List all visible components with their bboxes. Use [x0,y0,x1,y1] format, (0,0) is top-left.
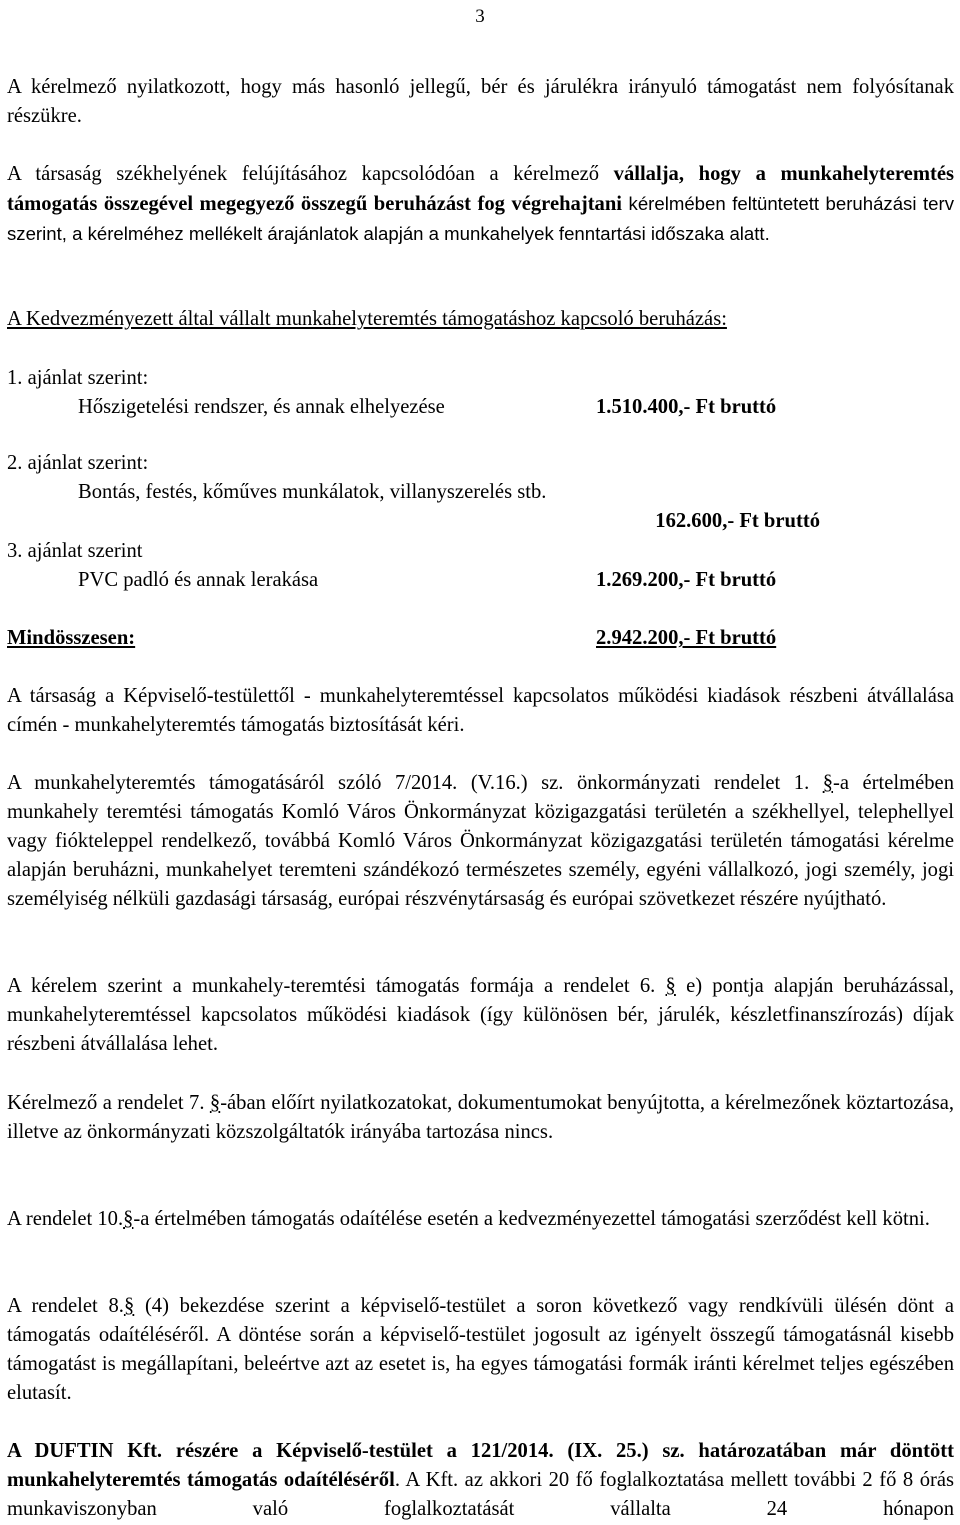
duftin-text-rest: . A Kft. az akkori 20 fő foglalkoztatása mellett további 2 fő 8 órás munkaviszonyban való foglalkoztatását vállalta 24 hónapon [7,1469,954,1520]
offer-2-description: Bontás, festés, kőműves munkálatok, villanyszerelés stb. [78,481,547,503]
commitment-bold: vállalja, hogy a munkahelyteremtés támogatás összegével megegyező összegű beruházást fog végrehajtani [7,163,954,215]
offer-2-amount: 162.600,- Ft bruttó [655,510,820,532]
total-label-text: Mindösszesen: [7,627,136,649]
total-amount-text: 2.942.200,- Ft bruttó [596,627,777,649]
investment-heading-text: A Kedvezményezett által vállalt munkahelyteremtés támogatáshoz kapcsoló beruházás: [7,308,727,330]
contract-text-start: A rendelet 10. [7,1208,124,1230]
declarations-text-rest: -ában előírt nyilatkozatokat, dokumentumokat benyújtotta, a kérelmezőnek köztartozása, illetve az önkormányzati közszolgáltatók irányába tartozása nincs. [7,1092,954,1143]
investment-heading [7,305,954,334]
commitment-intro: A társaság székhelyének felújításához kapcsolódóan a kérelmező [7,163,614,185]
offer-1-amount: 1.510.400,- Ft bruttó [596,396,777,418]
support-form-text-rest: e) pontja alapján beruházással, munkahelyteremtéssel kapcsolatos működési kiadások (így különösen bér, járulék, készletfinanszírozás) díjak részbeni átvállalása lehet. [7,975,954,1055]
regulation-text-start: A munkahelyteremtés támogatásáról szóló 7/2014. (V.16.) sz. önkormányzati rendelet 1. [7,772,823,794]
section-mark: § [665,975,676,997]
section-mark: § [123,1208,134,1230]
offer-1-label: 1. ajánlat szerint: [7,367,149,389]
offer-3-description: PVC padló és annak lerakása [78,569,319,591]
page-number: 3 [475,6,485,27]
paragraph-declarations-submitted [7,1089,954,1147]
offer-3-label: 3. ajánlat szerint [7,540,143,562]
paragraph-contract [7,1205,954,1234]
section-mark: § [123,1295,135,1317]
paragraph-declaration: A kérelmező nyilatkozott, hogy más hasonló jellegű, bér és járulékra irányuló támogatást nem folyósítanak részükre. [7,76,954,127]
decision-text-rest: (4) bekezdése szerint a képviselő-testület a soron következő vagy rendkívüli ülésén dönt a támogatás odaítéléséről. A döntése során a képviselő-testület jogosult az igényelt összegű támogatásnál kisebb támogatást is megállapítani, beleértve azt az esetet is, ha egyes támogatási formák iránti kérelmet teljes egészében elutasít. [7,1295,955,1404]
total-amount [596,624,776,653]
paragraph-investment-commitment [7,160,954,249]
total-label [7,624,135,653]
paragraph-duftin [7,1437,954,1524]
declarations-text-start: Kérelmező a rendelet 7. [7,1092,210,1114]
support-form-text-start: A kérelem szerint a munkahely-teremtési támogatás formája a rendelet 6. [7,975,666,997]
regulation-text-rest: -a értelmében munkahely teremtési támogatás Komló Város Önkormányzat közigazgatási területén a székhellyel, telephellyel vagy fiókteleppel rendelkező, továbbá Komló Város Önkormányzat közigazgatási területén támogatási kérelme alapján beruházni, munkahelyet teremteni szándékozó természetes személy, egyéni vállalkozó, jogi személy, jogi személyiség nélküli gazdasági társaság, európai részvénytársaság és európai szövetkezet részére nyújtható. [7,772,954,910]
section-mark: § [209,1092,221,1114]
commitment-rest: kérelmében feltüntetett beruházási terv szerint, a kérelméhez mellékelt árajánlatok alapján a munkahelyek fenntartási időszaka alatt. [7,193,954,244]
offer-2-label: 2. ajánlat szerint: [7,452,149,474]
contract-text-rest: -a értelmében támogatás odaítélése esetén a kedvezményezettel támogatási szerződést kell kötni. [133,1208,930,1230]
paragraph-regulation [7,769,954,914]
section-mark: § [822,772,834,794]
offer-1-description: Hőszigetelési rendszer, és annak elhelyezése [78,396,445,418]
duftin-bold-text: A DUFTIN Kft. részére a Képviselő-testület a 121/2014. (IX. 25.) sz. határozatában már döntött munkahelyteremtés támogatás odaítéléséről [7,1440,954,1491]
paragraph-support-form [7,972,954,1059]
paragraph-request: A társaság a Képviselő-testülettől - munkahelyteremtéssel kapcsolatos működési kiadások részbeni átvállalása címén - munkahelyteremtés támogatás biztosítását kéri. [7,685,954,736]
decision-text-start: A rendelet 8. [7,1295,124,1317]
paragraph-decision [7,1292,954,1408]
offer-3-amount: 1.269.200,- Ft bruttó [596,569,777,591]
